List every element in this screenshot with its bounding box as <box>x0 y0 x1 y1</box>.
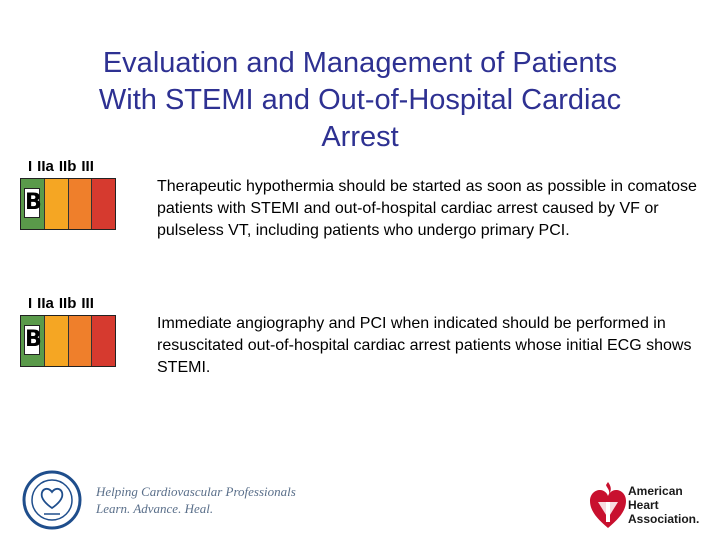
class-label-IIa: IIa <box>37 158 54 175</box>
class-label-I: I <box>28 295 33 312</box>
acc-tagline-line-2: Learn. Advance. Heal. <box>96 501 214 516</box>
acc-tagline-line-1: Helping Cardiovascular Professionals <box>96 484 296 499</box>
class-III-cell <box>92 179 115 229</box>
class-header <box>28 158 128 175</box>
acc-seal-icon <box>22 470 82 530</box>
aha-line-3: Association. <box>628 512 700 526</box>
title-line-1: Evaluation and Management of Patients <box>102 47 618 80</box>
class-of-recommendation-box <box>20 315 116 367</box>
class-label-III: III <box>81 158 94 175</box>
recommendation-text: Immediate angiography and PCI when indicated should be performed in resuscitated out-of-hospital cardiac arrest patients whose initial ECG shows STEMI. <box>157 315 692 376</box>
class-III-cell <box>92 316 115 366</box>
class-label-I: I <box>28 158 33 175</box>
class-IIa-cell <box>45 316 69 366</box>
class-IIb-cell <box>69 316 93 366</box>
level-of-evidence-badge: B <box>24 188 40 218</box>
aha-line-2: Heart <box>628 498 659 512</box>
class-label-IIb: IIb <box>58 158 77 175</box>
class-IIb-cell <box>69 179 93 229</box>
heart-torch-icon <box>588 478 628 532</box>
acc-tagline <box>96 483 316 517</box>
class-label-III: III <box>81 295 94 312</box>
level-of-evidence-badge: B <box>24 325 40 355</box>
recommendation-2 <box>0 295 720 415</box>
aha-logo-block <box>588 478 713 532</box>
acc-logo-block <box>22 470 322 530</box>
aha-line-1: American <box>628 484 683 498</box>
title-line-3: Arrest <box>321 121 399 154</box>
title-line-2: With STEMI and Out-of-Hospital Cardiac <box>98 84 622 117</box>
class-I-cell <box>21 316 45 366</box>
class-I-cell <box>21 179 45 229</box>
class-label-IIa: IIa <box>37 295 54 312</box>
class-header <box>28 295 128 312</box>
class-of-recommendation-box <box>20 178 116 230</box>
class-IIa-cell <box>45 179 69 229</box>
aha-wordmark <box>628 484 699 526</box>
class-label-IIb: IIb <box>58 295 77 312</box>
recommendation-1 <box>0 158 720 278</box>
slide-title <box>30 45 690 156</box>
recommendation-text: Therapeutic hypothermia should be started as soon as possible in comatose patients with STEMI and out-of-hospital cardiac arrest caused by VF or pulseless VT, including patients who undergo primary PCI. <box>157 178 697 239</box>
